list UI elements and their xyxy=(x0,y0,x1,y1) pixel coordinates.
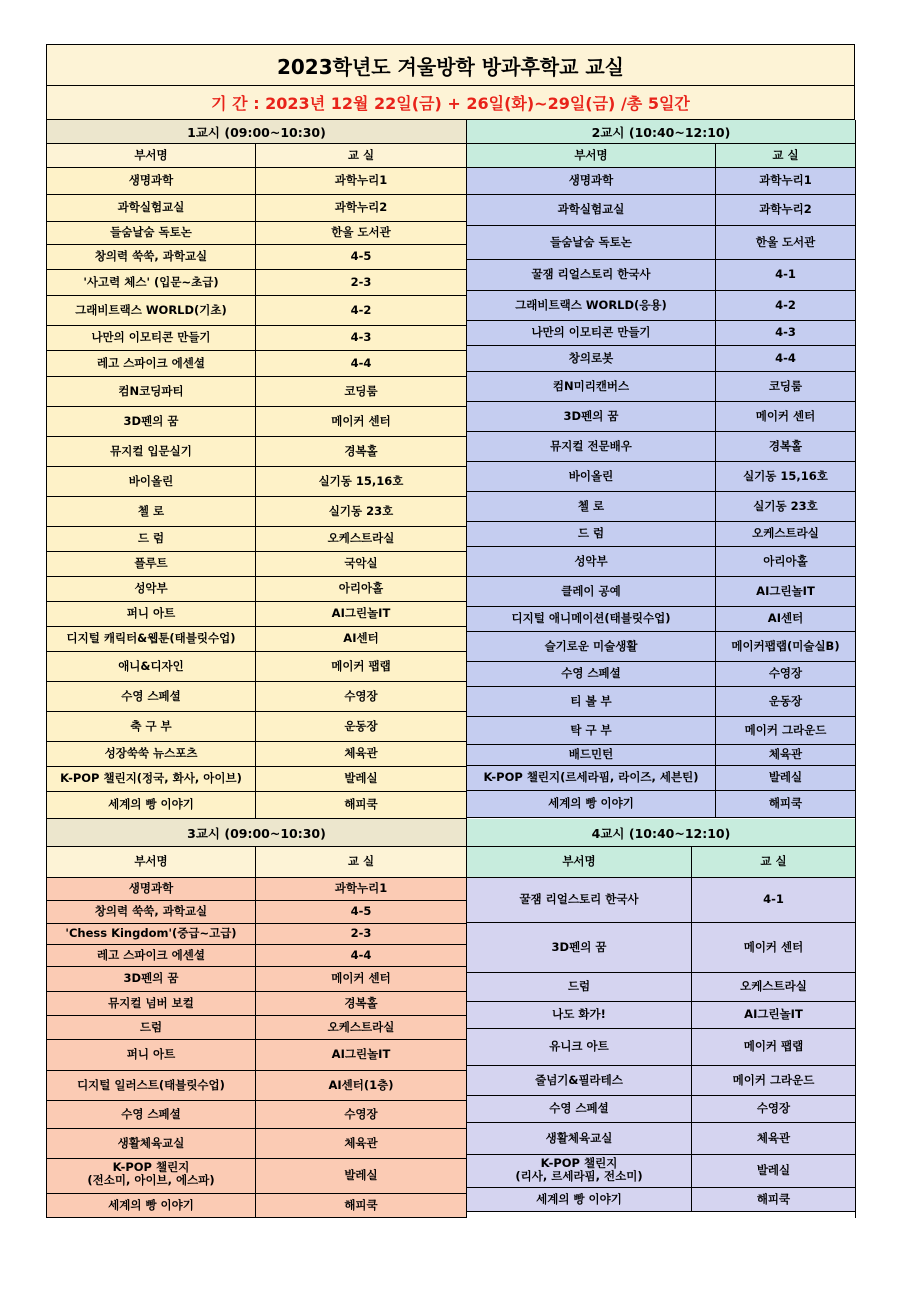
column-header-room: 교 실 xyxy=(772,147,799,162)
dept-cell: 꿀잼 리얼스토리 한국사 xyxy=(467,878,692,922)
table-row xyxy=(467,321,855,346)
table-row xyxy=(47,992,466,1016)
table-row xyxy=(47,602,466,627)
room-cell: 수영장 xyxy=(756,1101,791,1116)
room-cell: 체육관 xyxy=(344,746,378,761)
dept-cell: 세계의 빵 이야기 xyxy=(47,792,256,818)
room-cell: 해피쿡 xyxy=(768,796,803,811)
room-cell: 코딩룸 xyxy=(768,378,803,393)
room-cell: 경복홀 xyxy=(344,995,378,1010)
session-header: 2교시 (10:40~12:10) xyxy=(467,120,855,144)
table-row xyxy=(47,168,466,195)
table-row xyxy=(467,1123,855,1155)
room-cell: 메이커 센터 xyxy=(755,408,816,423)
table-row xyxy=(467,766,855,791)
table-row xyxy=(47,351,466,377)
dept-cell: 바이올린 xyxy=(47,467,256,496)
dept-cell: 디지털 캐릭터&웹툰(태블릿수업) xyxy=(47,627,256,651)
room-cell: 메이커 팹랩 xyxy=(743,1039,804,1054)
table-row xyxy=(467,402,855,432)
table-row xyxy=(467,346,855,372)
room-cell: 과학누리2 xyxy=(759,202,812,217)
room-cell: 메이커 센터 xyxy=(743,939,804,954)
session-header: 1교시 (09:00~10:30) xyxy=(47,120,466,144)
room-cell: 과학누리2 xyxy=(334,200,388,215)
room-cell: 메이커팹랩(미술실B) xyxy=(731,638,840,653)
room-cell: 오케스트라실 xyxy=(740,979,807,994)
table-row xyxy=(47,222,466,245)
table-row xyxy=(47,945,466,967)
table-row xyxy=(47,577,466,602)
table-row xyxy=(47,742,466,767)
room-cell: AI센터(1층) xyxy=(328,1077,394,1092)
dept-cell: 컴N미리캔버스 xyxy=(467,372,716,401)
column-header-dept: 부서명 xyxy=(47,144,256,167)
room-cell: 4-5 xyxy=(350,249,372,264)
table-row xyxy=(467,687,855,717)
dept-cell: 꿀잼 리얼스토리 한국사 xyxy=(467,260,716,290)
dept-cell: 수영 스페셜 xyxy=(47,1101,256,1128)
room-cell: AI센터 xyxy=(343,631,379,646)
room-cell: 실기동 15,16호 xyxy=(743,468,828,483)
table-row xyxy=(467,607,855,632)
table-row xyxy=(47,652,466,682)
dept-cell: 생명과학 xyxy=(467,168,716,194)
table-row xyxy=(47,437,466,467)
dept-cell: 들숨날숨 독토논 xyxy=(467,226,716,259)
table-row xyxy=(467,432,855,462)
session-header: 4교시 (10:40~12:10) xyxy=(467,819,855,847)
room-cell: 운동장 xyxy=(768,693,803,708)
dept-cell: 나만의 이모티콘 만들기 xyxy=(47,326,256,350)
room-cell: 운동장 xyxy=(344,718,378,733)
dept-cell: 드 럼 xyxy=(47,527,256,551)
room-cell: 메이커 그라운드 xyxy=(732,1072,815,1087)
room-cell: 아리아홀 xyxy=(763,553,808,568)
dept-cell: 수영 스페셜 xyxy=(467,662,716,686)
dept-cell: 나도 화가! xyxy=(467,1002,692,1028)
room-cell: 오케스트라실 xyxy=(752,526,819,541)
table-row xyxy=(47,527,466,552)
table-row xyxy=(467,168,855,195)
room-cell: 경복홀 xyxy=(344,443,378,458)
room-cell: AI그린놀IT xyxy=(756,583,815,598)
table-row xyxy=(467,662,855,687)
dept-cell: 'Chess Kingdom'(중급~고급) xyxy=(47,924,256,944)
session-2-column xyxy=(467,120,856,819)
dept-cell: 세계의 빵 이야기 xyxy=(467,791,716,817)
session-grid-top xyxy=(46,120,855,819)
room-cell: 과학누리1 xyxy=(334,173,388,188)
table-row xyxy=(47,326,466,351)
table-row xyxy=(47,878,466,901)
room-cell: AI그린놀IT xyxy=(331,1047,391,1062)
dept-cell: 창의력 쑥쑥, 과학교실 xyxy=(47,245,256,269)
dept-cell: 뮤지컬 넘버 보컬 xyxy=(47,992,256,1015)
column-header-dept: 부서명 xyxy=(467,847,692,877)
room-cell: 과학누리1 xyxy=(759,173,812,188)
table-row xyxy=(467,923,855,973)
table-row xyxy=(47,1159,466,1194)
schedule-sheet xyxy=(46,44,855,1218)
dept-cell: 줄넘기&필라테스 xyxy=(467,1066,692,1095)
dept-cell: K-POP 챌린지 (리사, 르세라핌, 전소미) xyxy=(467,1155,692,1187)
session-1-column xyxy=(46,120,467,819)
room-cell: 해피쿡 xyxy=(756,1191,791,1206)
table-row xyxy=(47,1016,466,1040)
dept-cell: 성장쑥쑥 뉴스포츠 xyxy=(47,742,256,766)
dept-cell: 생명과학 xyxy=(47,878,256,900)
room-cell: 해피쿡 xyxy=(344,1197,378,1212)
dept-cell: 성악부 xyxy=(47,577,256,601)
column-header-dept: 부서명 xyxy=(47,847,256,877)
dept-cell: 3D펜의 꿈 xyxy=(47,967,256,991)
session-3-column xyxy=(46,819,467,1218)
table-row xyxy=(47,924,466,945)
table-row xyxy=(47,1194,466,1218)
room-cell: 실기동 23호 xyxy=(753,498,818,513)
dept-cell: 퍼니 아트 xyxy=(47,602,256,626)
table-row xyxy=(47,245,466,270)
room-cell: 4-1 xyxy=(763,892,784,907)
table-row xyxy=(467,1188,855,1212)
dept-cell: 수영 스페셜 xyxy=(467,1096,692,1122)
table-row xyxy=(47,767,466,792)
table-row xyxy=(467,577,855,607)
room-cell: 4-4 xyxy=(350,947,372,962)
table-row xyxy=(467,1029,855,1066)
room-cell: 발레실 xyxy=(344,771,378,786)
dept-cell: 레고 스파이크 에센셜 xyxy=(47,351,256,376)
room-cell: 4-3 xyxy=(350,330,372,345)
room-cell: 경복홀 xyxy=(768,438,803,453)
dept-cell: 축 구 부 xyxy=(47,712,256,741)
table-row xyxy=(47,296,466,326)
room-cell: 수영장 xyxy=(344,688,378,703)
dept-cell: 애니&디자인 xyxy=(47,652,256,681)
room-cell: 4-3 xyxy=(775,325,796,340)
room-cell: 코딩룸 xyxy=(344,383,378,398)
table-row xyxy=(47,377,466,407)
table-row xyxy=(467,791,855,818)
dept-cell: K-POP 챌린지(르세라핌, 라이즈, 세븐틴) xyxy=(467,766,716,790)
dept-cell: '사고력 체스' (입문~초급) xyxy=(47,270,256,295)
session-grid-bottom xyxy=(46,819,855,1218)
room-cell: 체육관 xyxy=(756,1130,791,1145)
table-row xyxy=(47,967,466,992)
table-row xyxy=(467,1066,855,1096)
dept-cell: 3D펜의 꿈 xyxy=(467,402,716,431)
table-row xyxy=(47,1040,466,1071)
dept-cell: 컴N코딩파티 xyxy=(47,377,256,406)
table-row xyxy=(467,462,855,492)
table-row xyxy=(47,552,466,577)
table-row xyxy=(47,270,466,296)
dept-cell: 드럼 xyxy=(467,973,692,1001)
table-row xyxy=(467,372,855,402)
table-row xyxy=(467,717,855,745)
room-cell: AI그린놀IT xyxy=(744,1007,803,1022)
table-row xyxy=(467,973,855,1002)
dept-cell: 들숨날숨 독토논 xyxy=(47,222,256,244)
table-row xyxy=(467,291,855,321)
dept-cell: 디지털 애니메이션(태블릿수업) xyxy=(467,607,716,631)
table-row xyxy=(467,226,855,260)
dept-cell: K-POP 챌린지(정국, 화사, 아이브) xyxy=(47,767,256,791)
room-cell: 아리아홀 xyxy=(338,581,384,596)
period-line: 기 간 : 2023년 12월 22일(금) + 26일(화)~29일(금) /총 5일간 xyxy=(46,86,855,120)
dept-cell: 창의로봇 xyxy=(467,346,716,371)
room-cell: 메이커 그라운드 xyxy=(744,722,827,737)
room-cell: 발레실 xyxy=(756,1163,791,1178)
room-cell: 발레실 xyxy=(344,1168,378,1183)
table-row xyxy=(467,260,855,291)
room-cell: 해피쿡 xyxy=(344,797,378,812)
dept-cell: 첼 로 xyxy=(47,497,256,526)
table-row xyxy=(47,1101,466,1129)
room-cell: 2-3 xyxy=(350,926,372,941)
dept-cell: 레고 스파이크 에센셜 xyxy=(47,945,256,966)
table-row xyxy=(467,492,855,522)
room-cell: 한울 도서관 xyxy=(331,225,391,240)
room-cell: 오케스트라실 xyxy=(327,531,395,546)
table-row xyxy=(467,195,855,226)
dept-cell: 그래비트랙스 WORLD(응용) xyxy=(467,291,716,320)
dept-cell: 뮤지컬 전문배우 xyxy=(467,432,716,461)
dept-cell: 배드민턴 xyxy=(467,745,716,765)
table-row xyxy=(47,1129,466,1159)
dept-cell: 바이올린 xyxy=(467,462,716,491)
room-cell: 과학누리1 xyxy=(334,881,388,896)
table-row xyxy=(467,632,855,662)
dept-cell: 창의력 쑥쑥, 과학교실 xyxy=(47,901,256,923)
dept-cell: K-POP 챌린지 (전소미, 아이브, 에스파) xyxy=(47,1159,256,1193)
room-cell: 4-4 xyxy=(775,350,796,365)
room-cell: 수영장 xyxy=(344,1106,378,1121)
room-cell: 실기동 15,16호 xyxy=(318,473,404,488)
room-cell: 수영장 xyxy=(768,666,803,681)
room-cell: 2-3 xyxy=(350,274,372,289)
table-row xyxy=(47,467,466,497)
table-row xyxy=(47,792,466,819)
table-row xyxy=(47,195,466,222)
room-cell: 체육관 xyxy=(344,1135,378,1150)
room-cell: 4-2 xyxy=(350,302,372,317)
dept-cell: 나만의 이모티콘 만들기 xyxy=(467,321,716,345)
table-row xyxy=(47,682,466,712)
table-row xyxy=(467,1096,855,1123)
table-row xyxy=(47,407,466,437)
column-header-dept: 부서명 xyxy=(467,144,716,167)
column-header-room: 교 실 xyxy=(347,854,375,869)
dept-cell: 수영 스페셜 xyxy=(47,682,256,711)
room-cell: 4-2 xyxy=(775,297,796,312)
room-cell: 메이커 팹랩 xyxy=(331,658,391,673)
room-cell: AI그린놀IT xyxy=(331,606,391,621)
table-row xyxy=(467,547,855,577)
dept-cell: 플루트 xyxy=(47,552,256,576)
room-cell: AI센터 xyxy=(767,611,804,626)
table-row xyxy=(47,627,466,652)
room-cell: 4-1 xyxy=(775,267,796,282)
room-cell: 한울 도서관 xyxy=(755,234,816,249)
table-row xyxy=(467,522,855,547)
dept-cell: 과학실험교실 xyxy=(467,195,716,225)
dept-cell: 드럼 xyxy=(47,1016,256,1039)
session-header: 3교시 (09:00~10:30) xyxy=(47,819,466,847)
table-row xyxy=(467,745,855,766)
table-row xyxy=(47,901,466,924)
page-title: 2023학년도 겨울방학 방과후학교 교실 xyxy=(46,44,855,86)
dept-cell: 그래비트랙스 WORLD(기초) xyxy=(47,296,256,325)
table-row xyxy=(47,497,466,527)
dept-cell: 생활체육교실 xyxy=(47,1129,256,1158)
dept-cell: 세계의 빵 이야기 xyxy=(47,1194,256,1217)
dept-cell: 퍼니 아트 xyxy=(47,1040,256,1070)
dept-cell: 티 볼 부 xyxy=(467,687,716,716)
dept-cell: 첼 로 xyxy=(467,492,716,521)
room-cell: 발레실 xyxy=(768,770,803,785)
dept-cell: 유니크 아트 xyxy=(467,1029,692,1065)
dept-cell: 성악부 xyxy=(467,547,716,576)
room-cell: 4-4 xyxy=(350,355,372,370)
room-cell: 오케스트라실 xyxy=(327,1019,395,1034)
room-cell: 국악실 xyxy=(344,556,378,571)
column-header-room: 교 실 xyxy=(760,854,787,869)
table-row xyxy=(47,1071,466,1101)
dept-cell: 생명과학 xyxy=(47,168,256,194)
dept-cell: 세계의 빵 이야기 xyxy=(467,1188,692,1211)
dept-cell: 3D펜의 꿈 xyxy=(47,407,256,436)
table-row xyxy=(47,712,466,742)
dept-cell: 뮤지컬 입문실기 xyxy=(47,437,256,466)
room-cell: 4-5 xyxy=(350,904,372,919)
dept-cell: 과학실험교실 xyxy=(47,195,256,221)
session-4-column xyxy=(467,819,856,1218)
column-header-room: 교 실 xyxy=(347,147,375,162)
dept-cell: 디지털 일러스트(태블릿수업) xyxy=(47,1071,256,1100)
dept-cell: 드 럼 xyxy=(467,522,716,546)
room-cell: 메이커 센터 xyxy=(331,413,391,428)
table-row xyxy=(467,1155,855,1188)
room-cell: 실기동 23호 xyxy=(328,503,394,518)
room-cell: 메이커 센터 xyxy=(331,971,391,986)
dept-cell: 3D펜의 꿈 xyxy=(467,923,692,972)
table-row xyxy=(467,1002,855,1029)
dept-cell: 클레이 공예 xyxy=(467,577,716,606)
dept-cell: 탁 구 부 xyxy=(467,717,716,744)
dept-cell: 생활체육교실 xyxy=(467,1123,692,1154)
table-row xyxy=(467,878,855,923)
room-cell: 체육관 xyxy=(768,747,803,762)
dept-cell: 슬기로운 미술생활 xyxy=(467,632,716,661)
